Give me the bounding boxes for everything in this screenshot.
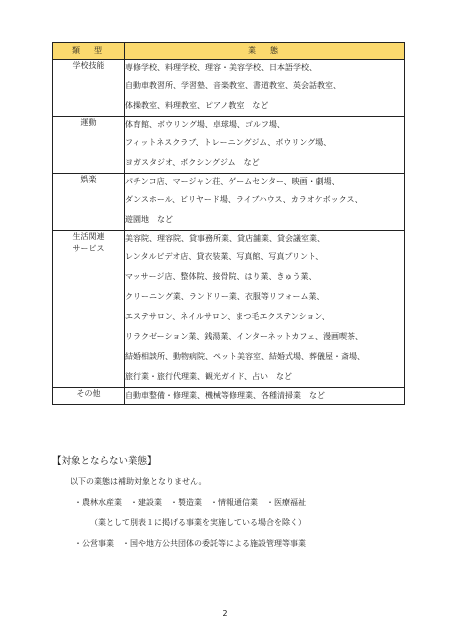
table-row <box>53 231 405 388</box>
table-row <box>53 388 405 405</box>
business-list <box>125 388 405 405</box>
type-label-line: サービス <box>72 244 105 253</box>
table-row <box>53 60 405 117</box>
table-header-row <box>53 43 405 60</box>
header-type: 類 型 <box>53 43 125 60</box>
business-line: 自動車教習所、学習塾、音楽教室、書道教室、英会話教室、 <box>125 81 341 90</box>
excluded-intro: 以下の業態は補助対象となりません。 <box>70 477 207 486</box>
business-line: フィットネスクラブ、トレーニングジム、ボウリング場、 <box>125 138 332 147</box>
business-line: 旅行業・旅行代理業、観光ガイド、占い など <box>125 372 293 381</box>
table-row <box>53 117 405 174</box>
business-list <box>125 231 405 388</box>
business-line: 自動車整備・修理業、機械等修理業、各種清掃業 など <box>125 391 325 400</box>
business-line: 美容院、理容院、貸事務所業、貸店舗業、貸会議室業、 <box>125 234 325 243</box>
type-school: 学校技能 <box>53 60 125 117</box>
business-type-table <box>52 42 405 405</box>
table-row <box>53 174 405 231</box>
business-line: 遊園地 など <box>125 215 173 224</box>
business-line: ヨガスタジオ、ボクシングジム など <box>125 158 260 167</box>
excluded-list-1: ・農林水産業 ・建設業 ・製造業 ・情報通信業 ・医療福祉 <box>74 498 306 507</box>
type-lifestyle-services <box>53 231 125 388</box>
business-line: パチンコ店、マージャン荘、ゲームセンター、映画・劇場、 <box>125 177 340 186</box>
business-line: レンタルビデオ店、貸衣装業、写真館、写真プリント、 <box>125 252 324 261</box>
business-line: クリーニング業、ランドリー業、衣服等リフォーム業、 <box>125 292 325 301</box>
excluded-list-2: ・公営事業 ・国や地方公共団体の委託等による施設管理等事業 <box>74 539 306 548</box>
business-line: エステサロン、ネイルサロン、まつ毛エクステンション、 <box>125 312 330 321</box>
header-business: 業 態 <box>125 43 405 60</box>
business-line: 結婚相談所、動物病院、ペット美容室、結婚式場、葬儀屋・斎場、 <box>125 352 365 361</box>
business-line: ダンスホール、ビリヤード場、ライブハウス、カラオケボックス、 <box>125 195 363 204</box>
business-line: リラクゼーション業、銭湯業、インターネットカフェ、漫画喫茶、 <box>125 332 363 341</box>
business-line: 体育館、ボウリング場、卓球場、ゴルフ場、 <box>125 120 285 129</box>
type-sports: 運動 <box>53 117 125 174</box>
type-entertainment: 娯楽 <box>53 174 125 231</box>
page-number: 2 <box>222 609 228 618</box>
excluded-list-1-note: （業として別表１に掲げる事業を実施している場合を除く） <box>90 518 306 527</box>
business-list <box>125 174 405 231</box>
type-label-line: 生活関連 <box>72 232 105 241</box>
business-list <box>125 117 405 174</box>
business-list <box>125 60 405 117</box>
type-other: その他 <box>53 388 125 405</box>
business-line: 体操教室、料理教室、ピアノ教室 など <box>125 101 269 110</box>
business-line: 専修学校、料理学校、理容・美容学校、日本語学校、 <box>125 63 317 72</box>
business-line: マッサージ店、整体院、接骨院、はり業、きゅう業、 <box>125 272 317 281</box>
excluded-section-title: 【対象とならない業態】 <box>52 456 157 467</box>
